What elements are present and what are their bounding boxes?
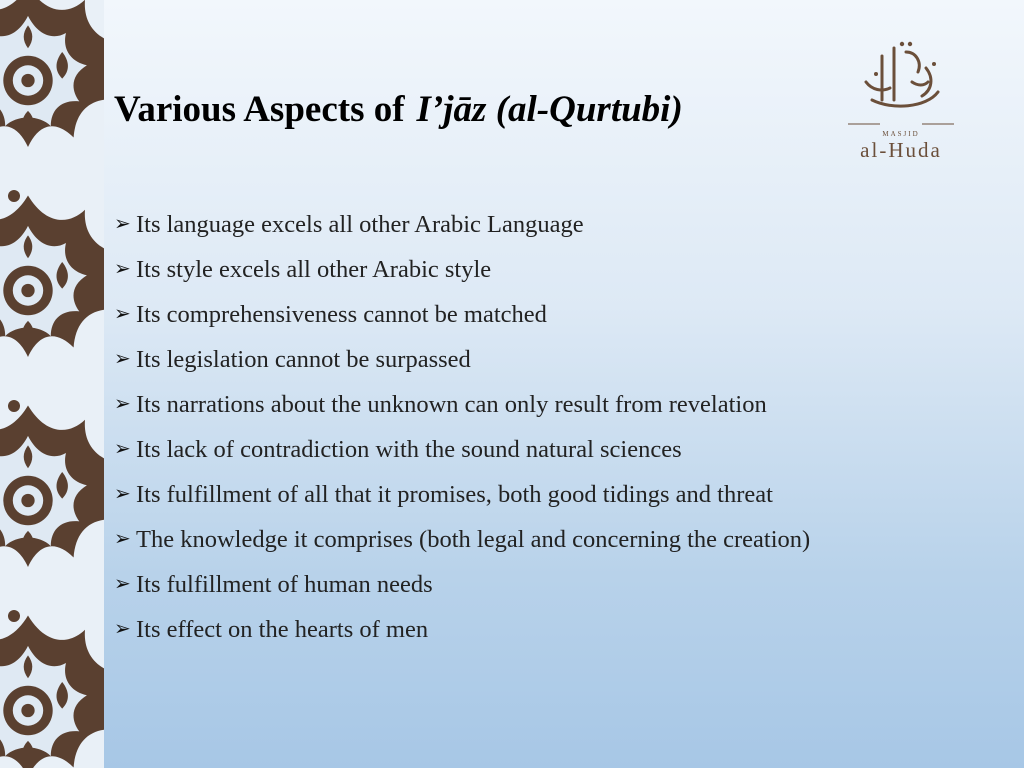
arrow-bullet-icon: ➢ — [114, 483, 131, 505]
bullet-item — [114, 478, 994, 511]
bullet-item — [114, 298, 994, 331]
bullet-item — [114, 523, 994, 556]
bullet-text: Its language excels all other Arabic Language — [136, 211, 584, 238]
bullet-text: Its effect on the hearts of men — [136, 616, 429, 643]
bullet-text: Its style excels all other Arabic style — [136, 256, 492, 283]
bullet-text: Its narrations about the unknown can only result from revelation — [136, 391, 767, 418]
logo-name: al-Huda — [860, 138, 942, 162]
bullet-item — [114, 613, 994, 646]
bullet-item — [114, 208, 994, 241]
bullet-text: Its fulfillment of human needs — [136, 571, 433, 598]
arrow-bullet-icon: ➢ — [114, 438, 131, 460]
bullet-item — [114, 253, 994, 286]
bullet-item — [114, 343, 994, 376]
masjid-al-huda-logo — [842, 38, 960, 162]
arrow-bullet-icon: ➢ — [114, 573, 131, 595]
slide-title-plain: Various Aspects of — [114, 89, 405, 130]
arrow-bullet-icon: ➢ — [114, 258, 131, 280]
arrow-bullet-icon: ➢ — [114, 348, 131, 370]
aspects-bullet-list — [114, 208, 994, 658]
bullet-text: Its fulfillment of all that it promises, both good tidings and threat — [136, 481, 773, 508]
slide-title — [114, 88, 683, 131]
arabic-calligraphy-logo-icon — [842, 38, 960, 128]
logo-subtitle: MASJID — [882, 130, 920, 138]
slide-title-italic: I’jāz (al-Qurtubi) — [416, 89, 683, 130]
arrow-bullet-icon: ➢ — [114, 303, 131, 325]
bullet-text: The knowledge it comprises (both legal and concerning the creation) — [136, 526, 811, 553]
bullet-item — [114, 568, 994, 601]
arrow-bullet-icon: ➢ — [114, 528, 131, 550]
arrow-bullet-icon: ➢ — [114, 393, 131, 415]
bullet-text: Its legislation cannot be surpassed — [136, 346, 471, 373]
bullet-item — [114, 388, 994, 421]
bullet-item — [114, 433, 994, 466]
bullet-text: Its comprehensiveness cannot be matched — [136, 301, 547, 328]
arabesque-border-ornament — [0, 0, 104, 768]
arrow-bullet-icon: ➢ — [114, 213, 131, 235]
bullet-text: Its lack of contradiction with the sound natural sciences — [136, 436, 682, 463]
arrow-bullet-icon: ➢ — [114, 618, 131, 640]
